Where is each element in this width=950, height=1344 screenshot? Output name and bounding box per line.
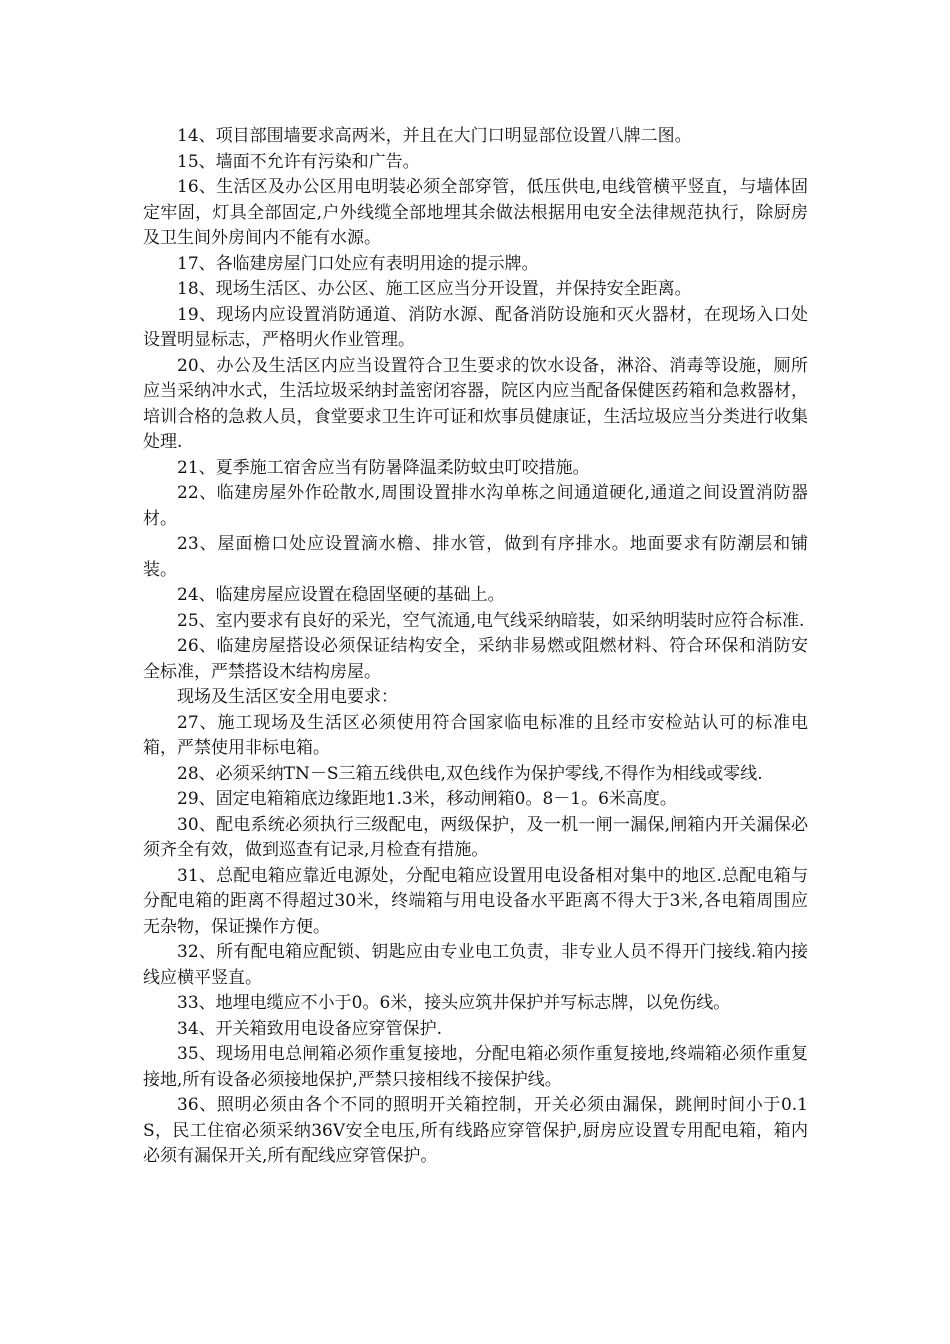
paragraph-29: 29、固定电箱箱底边缘距地1.3米，移动闸箱0。8－1。6米高度。 bbox=[177, 789, 677, 809]
paragraph-18: 18、现场生活区、办公区、施工区应当分开设置，并保持安全距离。 bbox=[177, 279, 692, 299]
paragraph-36: 36、照明必须由各个不同的照明开关箱控制，开关必须由漏保，跳闸时间小于0.1S，民工住宿必须采纳36V安全电压,所有线路应穿管保护,厨房应设置专用配电箱，箱内必须有漏保开关,所有配线应穿管保护。 bbox=[143, 1095, 808, 1166]
paragraph-21: 21、夏季施工宿舍应当有防暑降温柔防蚊虫叮咬措施。 bbox=[177, 457, 590, 478]
paragraph-16: 16、生活区及办公区用电明装必须全部穿管，低压供电,电线管横平竖直，与墙体固定牢固，灯具全部固定,户外线缆全部地埋其余做法根据用电安全法律规范执行，除厨房及卫生间外房间内不能有水源。 bbox=[143, 177, 808, 248]
paragraph-22: 22、临建房屋外作砼散水,周围设置排水沟单栋之间通道硬化,通道之间设置消防器材。 bbox=[143, 483, 808, 529]
paragraph-19: 19、现场内应设置消防通道、消防水源、配备消防设施和灭火器材，在现场入口处设置明显标志，严格明火作业管理。 bbox=[143, 304, 808, 350]
paragraph-28: 28、必须采纳TN－S三箱五线供电,双色线作为保护零线,不得作为相线或零线. bbox=[177, 763, 763, 784]
paragraph-24: 24、临建房屋应设置在稳固坚硬的基础上。 bbox=[177, 585, 505, 605]
paragraph-31: 31、总配电箱应靠近电源处，分配电箱应设置用电设备相对集中的地区.总配电箱与分配电箱的距离不得超过30米，终端箱与用电设备水平距离不得大于3米,各电箱周围应无杂物，保证操作方便。 bbox=[143, 865, 808, 937]
paragraph-20: 20、办公及生活区内应当设置符合卫生要求的饮水设备，淋浴、消毒等设施，厕所应当采纳冲水式，生活垃圾采纳封盖密闭容器，院区内应当配备保健医药箱和急救器材，培训合格的急救人员，食堂要求卫生许可证和炊事员健康证，生活垃圾应当分类进行收集处理. bbox=[143, 355, 808, 452]
paragraph-32: 32、所有配电箱应配锁、钥匙应由专业电工负责，非专业人员不得开门接线.箱内接线应横平竖直。 bbox=[143, 942, 808, 988]
document-body bbox=[143, 124, 808, 1170]
paragraph-25: 25、室内要求有良好的采光，空气流通,电气线采纳暗装，如采纳明装时应符合标准. bbox=[177, 610, 805, 631]
paragraph-35: 35、现场用电总闸箱必须作重复接地，分配电箱必须作重复接地,终端箱必须作重复接地,所有设备必须接地保护,严禁只接相线不接保护线。 bbox=[143, 1044, 808, 1090]
paragraph-15: 15、墙面不允许有污染和广告。 bbox=[177, 151, 420, 172]
paragraph-27: 27、施工现场及生活区必须使用符合国家临电标准的且经市安检站认可的标准电箱，严禁使用非标电箱。 bbox=[143, 712, 808, 758]
paragraph-14: 14、项目部围墙要求高两米，并且在大门口明显部位设置八牌二图。 bbox=[177, 126, 692, 146]
paragraph-26: 26、临建房屋搭设必须保证结构安全，采纳非易燃或阻燃材料、符合环保和消防安全标准，严禁搭设木结构房屋。 bbox=[143, 636, 808, 682]
paragraph-17: 17、各临建房屋门口处应有表明用途的提示牌。 bbox=[177, 253, 539, 274]
paragraph-34: 34、开关箱致用电设备应穿管保护. bbox=[177, 1018, 443, 1039]
paragraph-23: 23、屋面檐口处应设置滴水檐、排水管，做到有序排水。地面要求有防潮层和铺装。 bbox=[143, 534, 808, 580]
section-heading-electrical-safety: 现场及生活区安全用电要求： bbox=[177, 687, 398, 707]
paragraph-33: 33、地埋电缆应不小于0。6米，接头应筑井保护并写标志牌，以免伤线。 bbox=[177, 993, 731, 1013]
paragraph-30: 30、配电系统必须执行三级配电，两级保护，及一机一闸一漏保,闸箱内开关漏保必须齐全有效，做到巡查有记录,月检查有措施。 bbox=[143, 814, 808, 860]
